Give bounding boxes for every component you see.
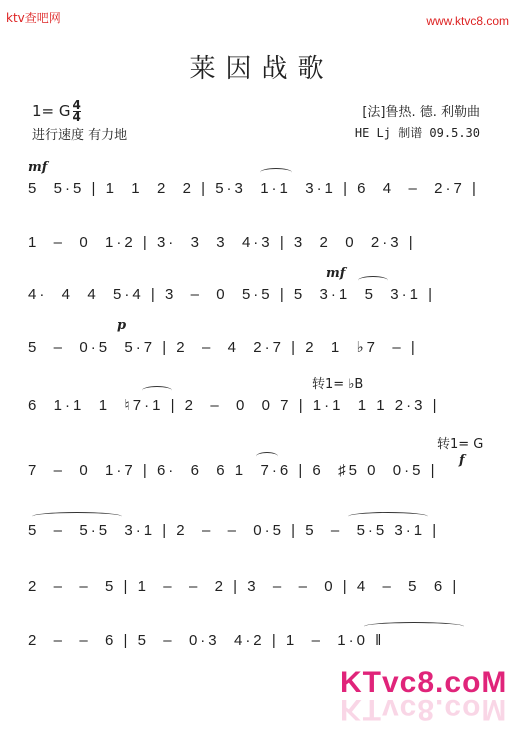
song-title: 莱因战歌 (189, 54, 334, 84)
score-line (28, 338, 488, 372)
slur (142, 386, 172, 395)
key-signature (32, 100, 81, 123)
site-url-right: www.ktvc8.com (426, 14, 509, 28)
dynamic-p: p (117, 318, 127, 333)
score-line (28, 632, 488, 666)
watermark-reflection: KTvc8.coM (340, 693, 508, 726)
score-line-notes: 6 1·1 1 ♮7·1 | 2 – 0 0 7 | 1·1 1 1 2·3 | (28, 397, 440, 414)
dynamic-mf: mf (326, 266, 346, 281)
time-bottom: 4 (72, 110, 81, 124)
score-line (28, 234, 488, 268)
site-logo-left: ktv查吧网 (6, 11, 61, 25)
key-change-mark: 转1= G (437, 437, 484, 452)
score-line (28, 462, 488, 496)
score-line-notes: 2 – – 5 | 1 – – 2 | 3 – – 0 | 4 – 5 6 | (28, 578, 460, 595)
arranger-credit: HE Lj 制谱 09.5.30 (354, 126, 480, 140)
watermark-text: KTvc8.coM (340, 666, 508, 699)
score-line (28, 180, 488, 214)
score-line (28, 286, 488, 320)
score-line-notes: 7 – 0 1·7 | 6· 6 6 1 7·6 | 6 ♯5 0 0·5 | (28, 462, 438, 479)
score-line-notes: 1 – 0 1·2 | 3· 3 3 4·3 | 3 2 0 2·3 | (28, 234, 416, 251)
score-line-notes: 2 – – 6 | 5 – 0·3 4·2 | 1 – 1·0 ‖ (28, 632, 385, 649)
dynamic-f: f (459, 453, 465, 468)
slur (256, 452, 278, 461)
score-line-notes: 4· 4 4 5·4 | 3 – 0 5·5 | 5 3·1 5 3·1 | (28, 286, 435, 303)
score-line-notes: 5 – 0·5 5·7 | 2 – 4 2·7 | 2 1 ♭7 – | (28, 339, 418, 356)
score-line (28, 578, 488, 612)
tempo-marking: 进行速度 有力地 (32, 128, 128, 143)
key-change-mark: 转1= ♭B (312, 377, 364, 392)
score-line-notes: 5 – 5·5 3·1 | 2 – – 0·5 | 5 – 5·5 3·1 | (28, 522, 440, 539)
dynamic-mf: mf (28, 160, 48, 175)
score-line-notes: 5 5·5 | 1 1 2 2 | 5·3 1·1 3·1 | 6 4 – 2·7 | (28, 180, 479, 197)
score-line (28, 396, 488, 430)
slur (32, 512, 122, 521)
slur (260, 168, 292, 177)
time-signature (73, 100, 81, 123)
slur (364, 622, 464, 631)
time-top: 4 (72, 98, 81, 112)
slur (358, 276, 388, 285)
slur (348, 512, 428, 521)
composer-credit: [法]鲁热. 德. 利勒曲 (362, 105, 480, 120)
score-line (28, 522, 488, 556)
key-label: 1= G (32, 102, 71, 120)
watermark-logo (340, 666, 508, 726)
